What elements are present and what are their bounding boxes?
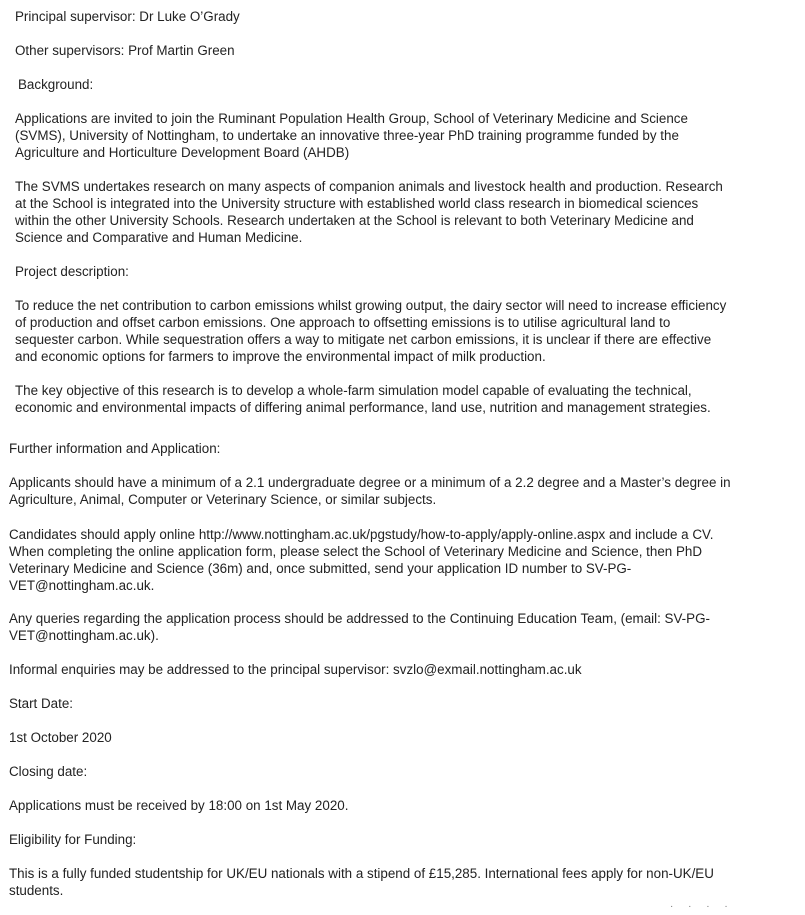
project-description-paragraph-1: To reduce the net contribution to carbon emissions whilst growing output, the dairy sector will need to increase efficiency of production and offset carbon emissions. One approach to offsetting emissions is to utilise agricultural land to sequester carbon. While sequestration offers a way to mitigate net carbon emissions, it is unclear if there are effective and economic options for farmers to improve the environmental impact of milk production. (15, 298, 727, 364)
project-description-heading: Project description: (15, 264, 129, 279)
applicant-requirements: Applicants should have a minimum of a 2.1 undergraduate degree or a minimum of a 2.2 degree and a Master’s degree in Agriculture, Animal, Computer or Veterinary Science, or similar subjects. (9, 475, 731, 507)
start-date-value: 1st October 2020 (9, 730, 112, 745)
background-heading: Background: (18, 77, 94, 92)
project-description-paragraph-2: The key objective of this research is to develop a whole-farm simulation model capable of evaluating the technical, economic and environmental impacts of differing animal performance, land use, nutrition and management strategies. (15, 383, 711, 415)
funding-eligibility-text: This is a fully funded studentship for UK/EU nationals with a stipend of £15,285. International fees apply for non-UK/EU students. (9, 866, 714, 898)
other-supervisors: Other supervisors: Prof Martin Green (15, 43, 235, 58)
informal-enquiries: Informal enquiries may be addressed to the principal supervisor: svzlo@exmail.nottingham.ac.uk (9, 662, 582, 677)
start-date-heading: Start Date: (9, 696, 74, 711)
background-paragraph-1: Applications are invited to join the Ruminant Population Health Group, School of Veterinary Medicine and Science (SVMS), University of Nottingham, to undertake an innovative three-year PhD training programme funded by the Agriculture and Horticulture Development Board (AHDB) (15, 111, 688, 160)
further-information-heading: Further information and Application: (9, 441, 221, 456)
closing-date-heading: Closing date: (9, 764, 88, 779)
online-application-instructions: Candidates should apply online http://www.nottingham.ac.uk/pgstudy/how-to-apply/apply-online.aspx and include a CV. When completing the online application form, please select the School of Veterinary Medicine and Science, then PhD Veterinary Medicine and Science (36m) and, once submitted, send your application ID number to SV-PG-VET@nottingham.ac.uk. (9, 527, 714, 593)
application-queries: Any queries regarding the application process should be addressed to the Continuing Education Team, (email: SV-PG-VET@nottingham.ac.uk). (9, 611, 710, 643)
truncated-text-fragment: · · · · (670, 901, 734, 912)
funding-eligibility-heading: Eligibility for Funding: (9, 832, 137, 847)
principal-supervisor: Principal supervisor: Dr Luke O’Grady (15, 9, 240, 24)
closing-date-value: Applications must be received by 18:00 on 1st May 2020. (9, 798, 349, 813)
background-paragraph-2: The SVMS undertakes research on many aspects of companion animals and livestock health and production. Research at the School is integrated into the University structure with established world class research in biomedical sciences within the other University Schools. Research undertaken at the School is relevant to both Veterinary Medicine and Science and Comparative and Human Medicine. (15, 179, 723, 245)
